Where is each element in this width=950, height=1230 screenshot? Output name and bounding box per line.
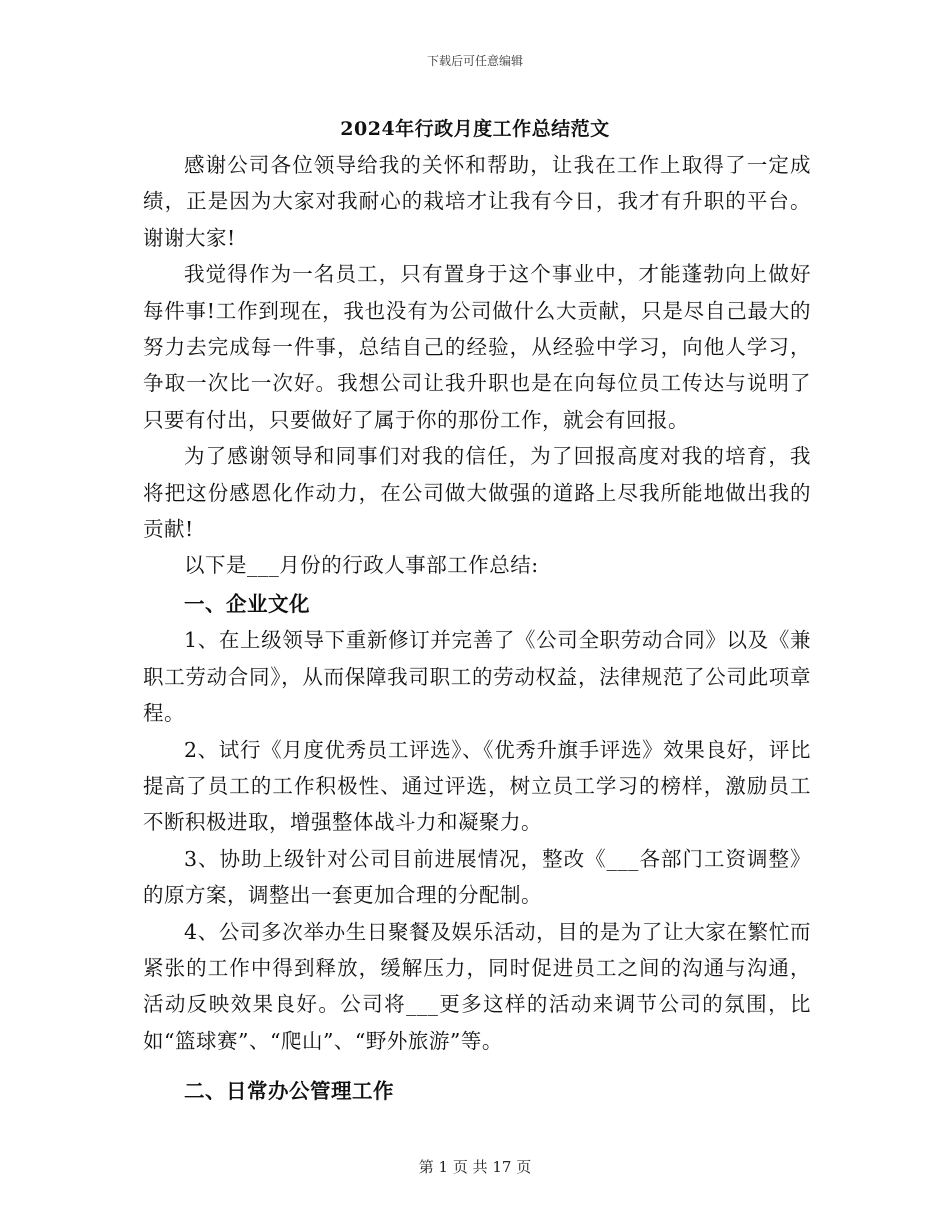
paragraph-thanks: 感谢公司各位领导给我的关怀和帮助，让我在工作上取得了一定成绩，正是因为大家对我耐心的栽培才让我有今日，我才有升职的平台。谢谢大家! (143, 153, 811, 250)
paragraph-reflection: 我觉得作为一名员工，只有置身于这个事业中，才能蓬勃向上做好每件事!工作到现在，我也没有为公司做什么大贡献，只是尽自己最大的努力去完成每一件事，总结自己的经验，从经验中学习，向他人学习，争取一次比一次好。我想公司让我升职也是在向每位员工传达与说明了只要有付出，只要做好了属于你的那份工作，就会有回报。 (143, 262, 811, 432)
section-heading-office: 二、日常办公管理工作 (184, 1079, 394, 1104)
section-heading-culture: 一、企业文化 (184, 591, 310, 616)
list-item: 2、试行《月度优秀员工评选》、《优秀升旗手评选》效果良好，评比提高了员工的工作积极性、通过评选，树立员工学习的榜样，激励员工不断积极进取，增强整体战斗力和凝聚力。 (143, 737, 811, 835)
paragraph-gratitude: 为了感谢领导和同事们对我的信任，为了回报高度对我的培育，我将把这份感恩化作动力，在公司做大做强的道路上尽我所能地做出我的贡献! (143, 444, 811, 542)
paragraph-intro: 以下是___月份的行政人事部工作总结: (184, 553, 539, 578)
list-item: 1、在上级领导下重新修订并完善了《公司全职劳动合同》以及《兼职工劳动合同》，从而保障我司职工的劳动权益，法律规范了公司此项章程。 (143, 628, 811, 726)
header-note: 下载后可任意编辑 (426, 54, 523, 68)
list-item: 3、协助上级针对公司目前进展情况，整改《___各部门工资调整》的原方案，调整出一套更加合理的分配制。 (143, 846, 811, 908)
page-indicator: 第 1 页 共 17 页 (418, 1158, 532, 1176)
document-title: 2024年行政月度工作总结范文 (340, 118, 610, 140)
document-body (143, 147, 811, 1110)
list-item: 4、公司多次举办生日聚餐及娱乐活动，目的是为了让大家在繁忙而紧张的工作中得到释放，缓解压力，同时促进员工之间的沟通与沟通，活动反映效果良好。公司将___更多这样的活动来调节公司的氛围，比如“篮球赛”、“爬山”、“野外旅游”等。 (143, 919, 811, 1053)
